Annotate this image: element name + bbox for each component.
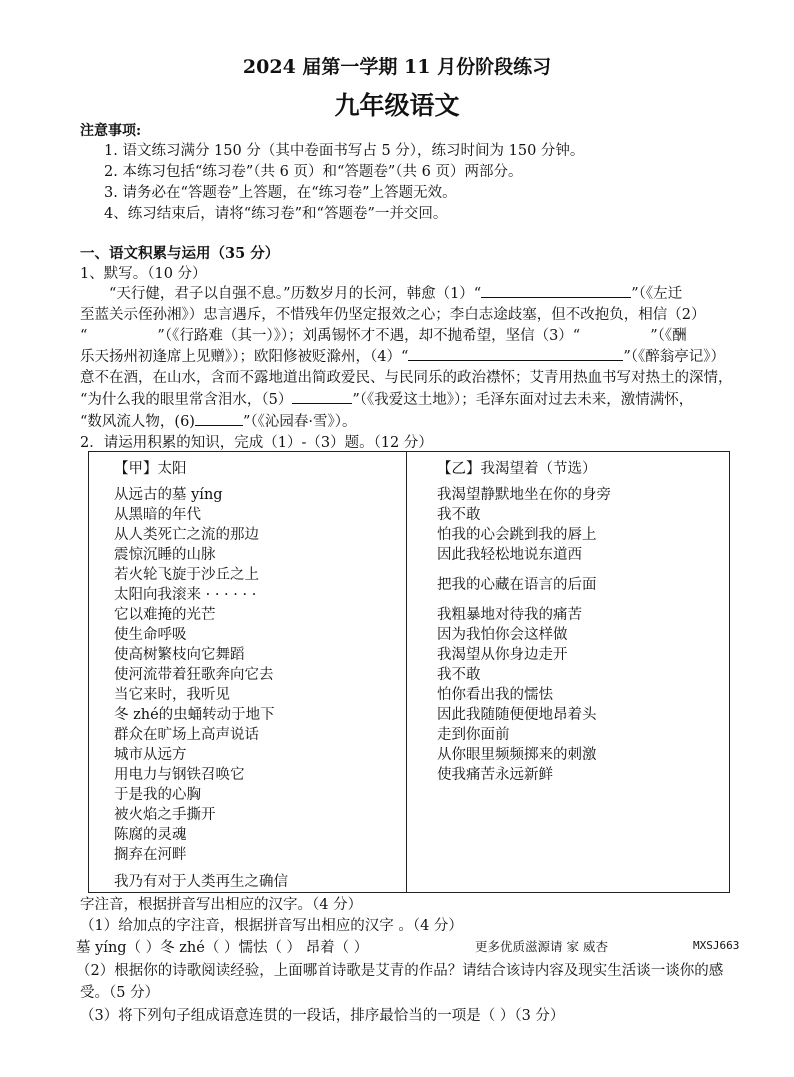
dictation-text: 意不在酒，在山水，含而不露地道出简政爱民、与民同乐的政治襟怀；艾青用热血书写对热土的深情， (80, 370, 733, 387)
poem-b-line: 因此我轻松地说东道西 (437, 547, 582, 563)
poem-a-line: 太阳向我滚来 · · · · · · (114, 587, 257, 603)
question-1-title: 1、默写。（10 分） (80, 266, 207, 282)
poem-b-line: 因此我随随便便地昂着头 (437, 707, 597, 723)
dictation-line (80, 411, 780, 433)
poem-a-line: 城市从远方 (114, 747, 187, 763)
poem-b-line: 因为我怕你会这样做 (437, 627, 568, 643)
subquestion-1: （1）给加点的字注音，根据拼音写出相应的汉字 。（4 分） (80, 918, 463, 934)
dictation-text: “天行健，君子以自强不息。”历数岁月的长河，韩愈（1）“ (80, 286, 482, 302)
poem-b-line: 我渴望从你身边走开 (437, 647, 568, 663)
dictation-text: ”（《沁园春·雪》）。 (242, 413, 357, 430)
subquestion-3: （3）将下列句子组成语意连贯的一段话，排序最恰当的一项是（ ）（3 分） (80, 1008, 565, 1024)
dictation-line (80, 283, 780, 305)
poem-a-line: 使河流带着狂歌奔向它去 (114, 667, 274, 683)
section-title: 一、语文积累与运用（35 分） (80, 245, 280, 262)
poem-a-line: 冬 zhé的虫蛹转动于地下 (114, 707, 275, 723)
poem-a-line: 使高树繁枝向它舞蹈 (114, 647, 245, 663)
dictation-text: ”（《行路难（其一）》）；刘禹锡怀才不遇，却不抛希望，坚信（3）“ (157, 327, 581, 344)
poem-a-line: 搁弃在河畔 (114, 847, 187, 863)
poem-divider (406, 451, 407, 893)
dictation-text: ”（《我爱这土地》）；毛泽东面对过去未来，激情满怀， (352, 391, 694, 408)
poem-b-line: 怕你看出我的懦怯 (437, 687, 553, 703)
poem-b-line: 我渴望静默地坐在你的身旁 (437, 487, 611, 503)
notice-heading: 注意事项: (80, 123, 142, 139)
dictation-text: 至蓝关示侄孙湘》）忠言遇斥，不惜残年仍坚定报效之心；李白志途歧塞，但不改抱负，相信（2） (80, 306, 706, 323)
answer-blank-3[interactable] (580, 326, 650, 340)
dictation-text: “ (80, 327, 88, 344)
poem-a-line: 被火焰之手撕开 (114, 807, 216, 823)
dictation-text: 乐天扬州初逢席上见赠》）；欧阳修被贬滁州，（4）“ (80, 349, 409, 366)
notice-item: 1. 语文练习满分 150 分（其中卷面书写占 5 分），练习时间为 150 分钟。 (104, 143, 585, 159)
poem-b-line: 从你眼里频频掷来的刺激 (437, 747, 597, 763)
poem-a-line: 使生命呼吸 (114, 627, 187, 643)
poem-a-line: 震惊沉睡的山脉 (114, 547, 216, 563)
poem-b-line: 使我痛苦永远新鲜 (437, 767, 553, 783)
dictation-text: ”（《左迁 (631, 286, 683, 302)
poem-a-line: 我乃有对于人类再生之确信 (114, 874, 288, 890)
answer-blank-6[interactable] (195, 411, 243, 426)
poem-b-line: 怕我的心会跳到我的唇上 (437, 527, 597, 543)
instruction-text: 字注音，根据拼音写出相应的汉字。（4 分） (80, 897, 363, 913)
dictation-text: “为什么我的眼里常含泪水，（5） (80, 391, 293, 408)
dictation-text: ”（《酬 (650, 327, 687, 344)
poem-a-line: 用电力与钢铁召唤它 (114, 767, 245, 783)
dictation-line (80, 389, 780, 411)
notice-item: 4、练习结束后，请将“练习卷”和“答题卷”一并交回。 (104, 206, 448, 222)
dictation-line (80, 305, 780, 326)
poem-a-line: 群众在旷场上高声说话 (114, 727, 259, 743)
answer-blank-5[interactable] (292, 389, 352, 404)
dictation-line (80, 326, 780, 347)
page-code: MXSJ663 (693, 939, 740, 952)
poem-a-line: 若火轮飞旋于沙丘之上 (114, 567, 259, 583)
dictation-text: ”（《醉翁亭记》） (623, 349, 726, 366)
poem-a-line: 当它来时，我听见 (114, 687, 230, 703)
poem-a-heading: 【甲】太阳 (114, 461, 187, 477)
notice-item: 3. 请务必在“答题卷”上答题，在“练习卷”上答题无效。 (104, 185, 457, 201)
poem-b-line: 我粗暴地对待我的痛苦 (437, 607, 582, 623)
watermark-text: 更多优质滋源请 家 威杏 (475, 939, 608, 954)
answer-blank-2[interactable] (87, 326, 157, 340)
poem-a-line: 从黑暗的年代 (114, 507, 201, 523)
poem-b-line: 我不敢 (437, 507, 481, 523)
dictation-text: “数风流人物，(6) (80, 413, 195, 430)
notice-item: 2. 本练习包括“练习卷”（共 6 页）和“答题卷”（共 6 页）两部分。 (104, 164, 523, 180)
dictation-line (80, 368, 780, 389)
poem-b-line: 我不敢 (437, 667, 481, 683)
question-2-title: 2．请运用积累的知识，完成（1）-（3）题。（12 分） (80, 435, 433, 451)
poem-a-line: 于是我的心胸 (114, 787, 201, 803)
poem-a-line: 陈腐的灵魂 (114, 827, 187, 843)
dictation-line (80, 346, 780, 368)
poem-a-line: 从远古的墓 yíng (114, 487, 223, 503)
poem-b-line: 把我的心藏在语言的后面 (437, 577, 597, 593)
subject-title: 九年级语文 (334, 91, 460, 120)
answer-blank-1[interactable] (481, 283, 631, 298)
poem-b-heading: 【乙】我渴望着（节选） (437, 461, 597, 477)
answer-blank-4[interactable] (408, 346, 623, 361)
exam-title: 2024 届第一学期 11 月份阶段练习 (242, 56, 552, 78)
question-1-body (80, 283, 780, 433)
poem-a-line: 从人类死亡之流的那边 (114, 527, 259, 543)
poem-b-line: 走到你面前 (437, 727, 510, 743)
subquestion-2-cont: 受。（5 分） (80, 985, 160, 1001)
poem-a-line: 它以难掩的光芒 (114, 607, 216, 623)
subquestion-2: （2）根据你的诗歌阅读经验，上面哪首诗歌是艾青的作品？请结合该诗内容及现实生活谈一谈你的感 (76, 963, 724, 979)
subquestion-1-items: 墓 yíng（ ）冬 zhé（ ）懦怯（ ） 昂着（ ） (76, 940, 369, 956)
